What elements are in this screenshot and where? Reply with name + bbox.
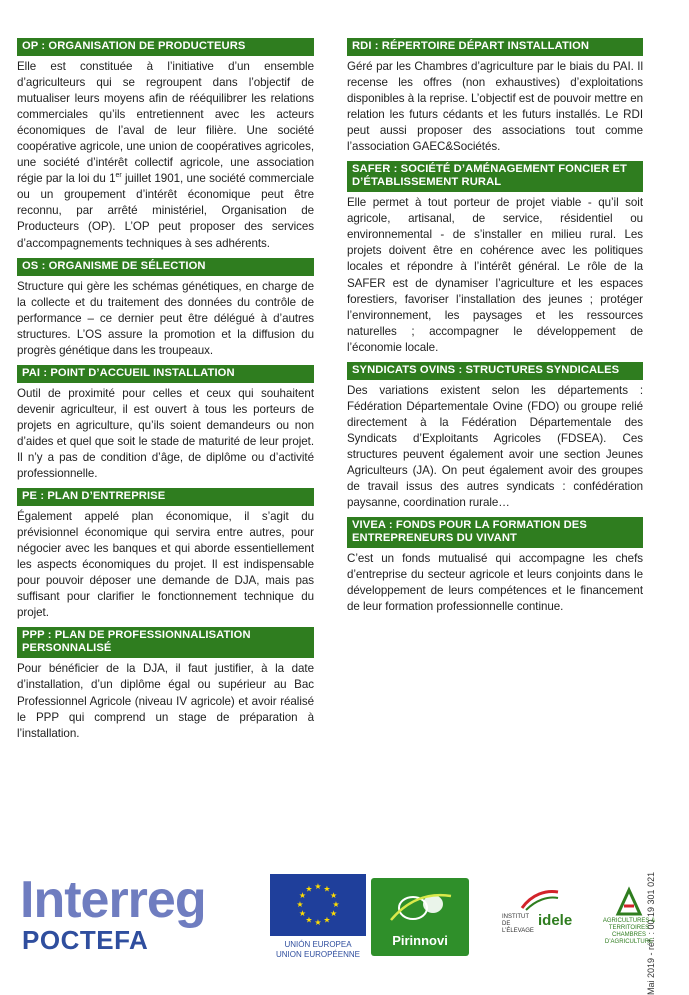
entry-pe [17,488,314,621]
entry-body: Outil de proximité pour celles et ceux qui souhaitent devenir agriculteur, il est ouvert à tous les porteurs de projets en agriculture, qu’ils soient demandeurs ou non d’aides et quel que soit le stade de maturité de leur projet. Il n’y a pas de condition d’âge, de diplôme ou d’activité professionnelle. [17,386,314,481]
entry-title: RDI : RÉPERTOIRE DÉPART INSTALLATION [347,38,643,56]
entry-safer [347,161,643,355]
right-column [347,38,643,621]
entry-op [17,38,314,252]
svg-text:★: ★ [305,915,313,925]
entry-title: SAFER : SOCIÉTÉ D’AMÉNAGEMENT FONCIER ET D’ÉTABLISSEMENT RURAL [347,161,643,192]
sheep-cow-icon [371,882,469,932]
entry-body: Également appelé plan économique, il s’agit du prévisionnel économique qui servira entre autres, pour négocier avec les banques et qui aborde essentiellement les aspects économiques du projet. Il est indispensable pour pouvoir déposer une demande de DJA, mais pas suffisant pour clarifier le fonctionnement technique du projet. [17,510,314,620]
entry-body: Géré par les Chambres d’agriculture par le biais du PAI. Il recense les offres (non exhaustives) d’exploitations disponibles à la reprise. L’objectif est de pouvoir mettre en relation les futurs cédants et les futurs installés. Le RDI peut aussi proposer des associations tout comme l’association GAEC&Sociétés. [347,60,643,154]
entry-ppp [17,627,314,741]
idele-institute-label: INSTITUT DE L’ÉLEVAGE [502,914,534,934]
svg-text:★: ★ [298,909,306,918]
pirinnovi-wordmark: Pirinnovi [392,933,448,948]
idele-logo [502,886,582,946]
entry-vivea [347,517,643,615]
svg-text:★: ★ [296,900,304,909]
entry-body: Des variations existent selon les départements : Fédération Départementale Ovine (FDO) ou groupe relié directement à la Fédération Départementale des Syndicats d’Exploitants Agricoles (FDSEA). Ces structures peuvent également avoir une section Jeunes Agriculteurs (JA). On peut également avoir des groupes de travail issus des autres syndicats : confédération paysanne, coordination rurale… [347,383,643,510]
reference-note: Mai 2019 - réf. : 00 19 301 021 [646,871,656,995]
entry-body: C’est un fonds mutualisé qui accompagne les chefs d’entreprise du secteur agricole et leurs conjoints dans le développement de leurs compétences et le financement de leur formation professionnelle continue. [347,552,643,614]
poctefa-wordmark: POCTEFA [22,925,149,955]
entry-body: Elle permet à tout porteur de projet viable - qu’il soit agricole, artisanal, de service, résidentiel ou environnemental - de s’installer en milieu rural. Les projets doivent être en cohérence avec les politiques locales et répondre à l’intérêt général. Le rôle de la SAFER est de dynamiser l’agriculture et les espaces forestiers, favoriser l’installation des jeunes ; protéger l’environnement, les paysages et les ressources naturelles ; accompagner le développement de l’économie locale. [347,196,643,354]
svg-text:★: ★ [314,918,322,927]
svg-text:★: ★ [330,891,338,900]
svg-text:★: ★ [305,884,313,894]
eu-label-es: UNIÓN EUROPEA [284,940,352,949]
chambres-agriculture-logo [594,886,664,946]
svg-text:★: ★ [332,900,340,909]
pirinnovi-logo [371,878,469,956]
chambres-label-1: AGRICULTURES & TERRITOIRES [602,918,656,931]
interreg-wordmark: Interreg [20,871,206,929]
idele-swoosh-icon [520,886,560,912]
interreg-logo [20,871,260,955]
eu-stars-icon [270,874,366,936]
chambres-emblem-icon [614,886,644,916]
entry-syndicats [347,362,643,511]
svg-text:★: ★ [323,915,331,925]
entry-title: PPP : PLAN DE PROFESSIONNALISATION PERSONNALISÉ [17,627,314,658]
svg-text:★: ★ [314,882,322,891]
entry-title: SYNDICATS OVINS : STRUCTURES SYNDICALES [347,362,643,380]
entry-os [17,258,314,359]
eu-logo [270,874,366,962]
entry-title: PAI : POINT D’ACCUEIL INSTALLATION [17,365,314,383]
entry-body: Structure qui gère les schémas génétiques, en charge de la collecte et du traitement des données du contrôle de performance – ce dernier peut être délégué à d’autres structures. L’OS assure la promotion et la diffusion du progrès génétique dans les troupeaux. [17,279,314,357]
entry-title: OS : ORGANISME DE SÉLECTION [17,258,314,276]
svg-text:★: ★ [330,909,338,918]
entry-pai [17,365,314,482]
entry-body: Pour bénéficier de la DJA, il faut justifier, à la date d’installation, d’un diplôme égal ou supérieur au Bac Professionnel Agricole (niveau IV agricole) et avoir réalisé le PPP qui comprend un stage de préparation à l’installation. [17,662,314,740]
eu-label-fr: UNION EUROPÉENNE [275,950,360,959]
svg-text:★: ★ [298,891,306,900]
entry-title: PE : PLAN D’ENTREPRISE [17,488,314,506]
entry-rdi [347,38,643,155]
eu-flag-icon [270,874,366,936]
idele-wordmark: idele [538,912,573,929]
left-column [17,38,314,748]
logo-strip [20,871,660,959]
entry-title: VIVEA : FONDS POUR LA FORMATION DES ENTREPRENEURS DU VIVANT [347,517,643,548]
entry-body-op: Elle est constituée à l’initiative d’un ensemble d’agriculteurs qui se regroupent dans l’objectif de mutualiser leurs moyens afin de rééquilibrer les relations commerciales qu’ils entretiennent avec les acteurs économiques de l’aval de leur filière. Une société coopérative agricole, une union de coopératives agricoles, une société d’intérêt collectif agricole, une association régie par la loi du 1er juillet 1901, une société commerciale ou un groupement d’intérêt économique peut être reconnu, par arrêté ministériel, Organisation de Producteurs (OP). L’OP peut proposer des services d’accompagnements techniques à ses adhérents. [17,60,314,250]
svg-text:★: ★ [323,884,331,894]
entry-title: OP : ORGANISATION DE PRODUCTEURS [17,38,314,56]
chambres-label-2: CHAMBRES D’AGRICULTURE [604,932,654,945]
